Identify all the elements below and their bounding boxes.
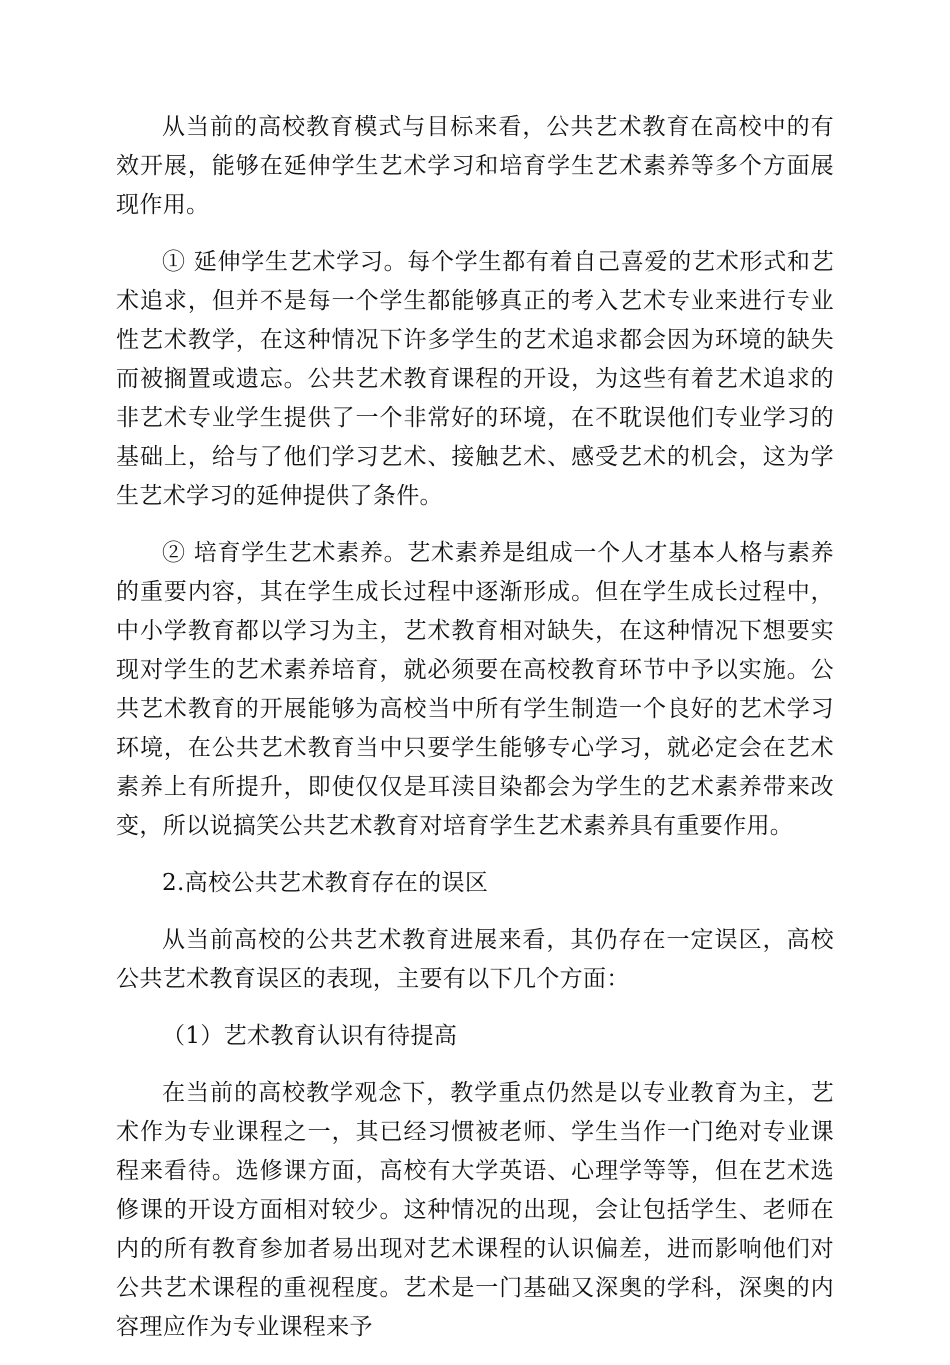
section-heading-misconceptions: 2.高校公共艺术教育存在的误区 — [162, 870, 489, 896]
paragraph-intro: 从当前的高校教育模式与目标来看，公共艺术教育在高校中的有效开展，能够在延伸学生艺术学习和培育学生艺术素养等多个方面展现作用。 — [116, 114, 834, 218]
paragraph-awareness: 在当前的高校教学观念下，教学重点仍然是以专业教育为主，艺术作为专业课程之一，其已经习惯被老师、学生当作一门绝对专业课程来看待。选修课方面，高校有大学英语、心理学等等，但在艺术选修课的开设方面相对较少。这种情况的出现，会让包括学生、老师在内的所有教育参加者易出现对艺术课程的认识偏差，进而影响他们对公共艺术课程的重视程度。艺术是一门基础又深奥的学科，深奥的内容理应作为专业课程来予 — [116, 1080, 834, 1340]
subheading-awareness: （1）艺术教育认识有待提高 — [162, 1023, 458, 1049]
document-body — [116, 108, 834, 1365]
paragraph-cultivate-art-literacy: ② 培育学生艺术素养。艺术素养是组成一个人才基本人格与素养的重要内容，其在学生成长过程中逐渐形成。但在学生成长过程中，中小学教育都以学习为主，艺术教育相对缺失，在这种情况下想要实现对学生的艺术素养培育，就必须要在高校教育环节中予以实施。公共艺术教育的开展能够为高校当中所有学生制造一个良好的艺术学习环境，在公共艺术教育当中只要学生能够专心学习，就必定会在艺术素养上有所提升，即使仅仅是耳渎目染都会为学生的艺术素养带来改变，所以说搞笑公共艺术教育对培育学生艺术素养具有重要作用。 — [116, 540, 834, 839]
paragraph-extend-art-learning: ① 延伸学生艺术学习。每个学生都有着自己喜爱的艺术形式和艺术追求，但并不是每一个学生都能够真正的考入艺术专业来进行专业性艺术教学，在这种情况下许多学生的艺术追求都会因为环境的缺失而被搁置或遗忘。公共艺术教育课程的开设，为这些有着艺术追求的非艺术专业学生提供了一个非常好的环境，在不耽误他们专业学习的基础上，给与了他们学习艺术、接触艺术、感受艺术的机会，这为学生艺术学习的延伸提供了条件。 — [116, 249, 834, 509]
paragraph-misconceptions-intro: 从当前高校的公共艺术教育进展来看，其仍存在一定误区，高校公共艺术教育误区的表现，主要有以下几个方面： — [116, 927, 834, 992]
